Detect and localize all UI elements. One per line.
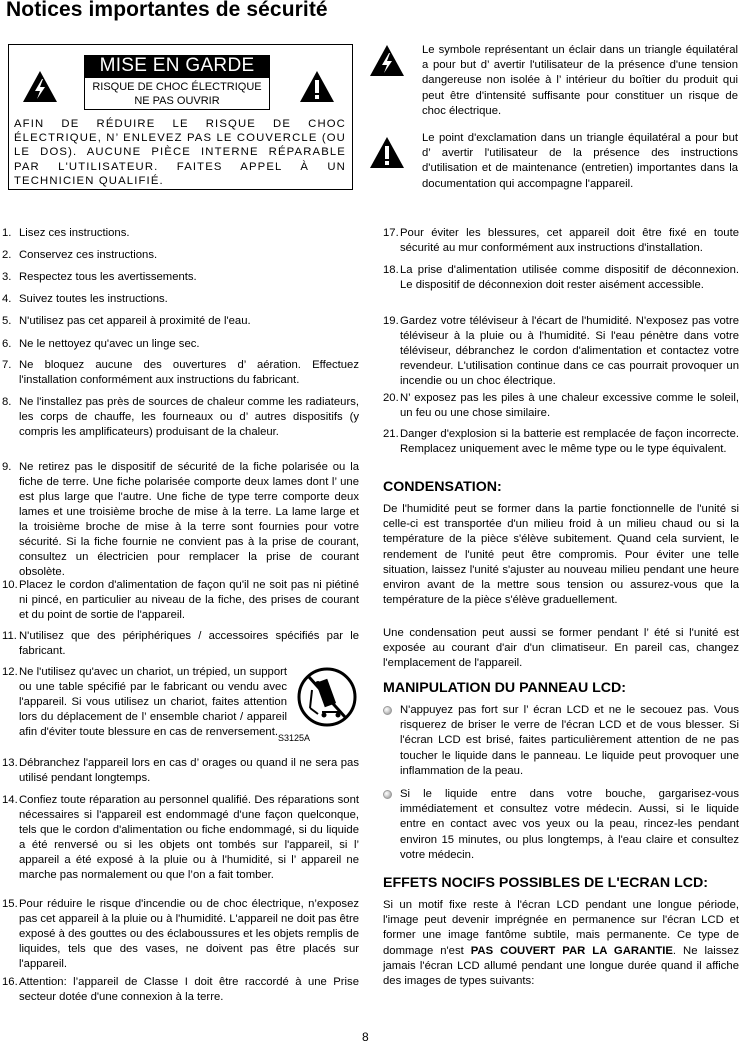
list-item: 16. Attention: l’appareil de Classe I doit être raccordé à une Prise secteur dotée d'une connexion à la terre. bbox=[2, 976, 359, 1003]
lightning-triangle-icon bbox=[22, 70, 58, 103]
warning-subtitle bbox=[84, 77, 270, 110]
list-item: 10. Placez le cordon d'alimentation de façon qu'il ne soit pas ni piétiné ni pincé, en particulier au niveau de la fiche, des prises de courant et du point de sortie de l'appareil. bbox=[2, 579, 359, 621]
condensation-paragraph-1: De l'humidité peut se former dans la partie fonctionnelle de l'unité si celle-ci est transportée d'un milieu froid à un milieu chaud ou si la température de la pièce s'élève subitement. Quand cela survient, le rendement de l'unité peut être compromis. Pour éviter une telle situation, laissez l'unité s'ajuster au nouveau milieu pendant une heure environ avant de la mettre sous tension ou assurez-vous que la température de la pièce s'élève graduellement. bbox=[383, 503, 739, 607]
lcd-effects-paragraph: Si un motif fixe reste à l'écran LCD pendant une longue période, l'image peut devenir imprégnée en permanence sur l'écran LCD et former une image fantôme subtile, mais permanente. Ce type de dommage n'est PAS COUVERT PAR LA GARANTIE. Ne laissez jamais l'écran LCD allumé pendant une longue durée quand il affiche des images de types suivants: bbox=[383, 899, 739, 988]
list-item: 20. N’ exposez pas les piles à une chaleur excessive comme le soleil, un feu ou une chose similaire. bbox=[383, 392, 739, 419]
list-item: 5. N'utilisez pas cet appareil à proximité de l'eau. bbox=[2, 315, 251, 327]
list-item: 7. Ne bloquez aucune des ouvertures d’ aération. Effectuez l'installation conformément aux instructions du fabricant. bbox=[2, 359, 359, 386]
list-item: 12. Ne l'utilisez qu'avec un chariot, un trépied, un support ou une table spécifié par le fabricant ou vendu avec l'appareil. Si vous utilisez un chariot, faites attention lors du déplacement de l’ ensemble chariot / appareil afin d'éviter toute blessure en cas de renversement. bbox=[2, 666, 287, 738]
list-item: 9. Ne retirez pas le dispositif de sécurité de la fiche polarisée ou la fiche de terre. Une fiche polarisée comporte deux lames dont l’ une est plus large que l'autre. Une fiche de type terre comporte deux lames et une troisième broche de mise à la terre. La lame large et la troisième broche de mise à la terre sont fournies pour votre sécurité. Si la fiche fournie ne convient pas à la prise de courant, consultez un électricien pour remplacer la prise de courant obsolète. bbox=[2, 461, 359, 578]
list-item: 4. Suivez toutes les instructions. bbox=[2, 293, 168, 305]
page-number: 8 bbox=[362, 1030, 369, 1044]
lightning-symbol-text: Le symbole représentant un éclair dans un triangle équilatéral a pour but d’ avertir l'utilisateur de la présence d'une tension dangereuse non isolée à l’ intérieur du boîtier du produit qui peut être d'intensité suffisante pour constituer un risque de choc électrique. bbox=[422, 44, 738, 117]
condensation-heading: CONDENSATION: bbox=[383, 479, 502, 495]
lcd-effects-heading: EFFETS NOCIFS POSSIBLES DE L'ECRAN LCD: bbox=[383, 875, 708, 891]
bullet-icon bbox=[383, 790, 392, 799]
list-item: 11. N'utilisez que des périphériques / accessoires spécifiés par le fabricant. bbox=[2, 630, 359, 657]
list-item: 18. La prise d'alimentation utilisée comme dispositif de déconnexion. Le dispositif de déconnexion doit rester aisément accessible. bbox=[383, 264, 739, 291]
list-item: 6. Ne le nettoyez qu'avec un linge sec. bbox=[2, 338, 200, 350]
cart-tip-over-icon bbox=[296, 664, 358, 734]
exclamation-symbol-text: Le point d'exclamation dans un triangle équilatéral a pour but d’ avertir l'utilisateur de la présence des instructions d'utilisation et de maintenance (entretien) importantes dans la documentation qui accompagne l'appareil. bbox=[422, 132, 738, 190]
exclamation-triangle-icon bbox=[299, 70, 335, 103]
warranty-emphasis: PAS COUVERT PAR LA GARANTIE bbox=[470, 944, 673, 957]
list-item: 17. Pour éviter les blessures, cet appareil doit être fixé en toute sécurité au mur conformément aux instructions d'installation. bbox=[383, 227, 739, 254]
page-title: Notices importantes de sécurité bbox=[6, 0, 328, 21]
warning-sub-line1: RISQUE DE CHOC ÉLECTRIQUE bbox=[92, 81, 262, 93]
bullet-icon bbox=[383, 706, 392, 715]
exclamation-triangle-icon bbox=[369, 136, 405, 169]
list-item: 19. Gardez votre téléviseur à l'écart de l'humidité. N'exposez pas votre téléviseur à la pluie ou à l'humidité. Si l'eau pénètre dans votre téléviseur, débranchez le cordon d'alimentation et contactez votre revendeur. L'utilisation continue dans ce cas pourrait provoquer un incendie ou un choc électrique. bbox=[383, 315, 739, 387]
list-item: 3. Respectez tous les avertissements. bbox=[2, 271, 197, 283]
list-item: 21. Danger d'explosion si la batterie est remplacée de façon incorrecte. Remplacez uniquement avec le même type ou le type équivalent. bbox=[383, 428, 739, 455]
list-item: 14. Confiez toute réparation au personnel qualifié. Des réparations sont nécessaires si l'appareil est endommagé d'une façon quelconque, tels que le cordon d'alimentation ou fiche endommagé, si du liquide a été renversé ou si les objets ont tombés sur l'appareil, si l’ appareil a été exposé à la pluie ou à l'humidité, si l’ appareil ne marche pas normalement ou que l’on a fait tomber. bbox=[2, 794, 359, 881]
list-item: 15. Pour réduire le risque d'incendie ou de choc électrique, n’exposez pas cet appareil à la pluie ou à l'humidité. L'appareil ne doit pas être exposé à des gouttes ou des éclaboussures et les objets remplis de liquides, tels que des vases, ne doivent pas être placés sur l'appareil. bbox=[2, 898, 359, 970]
list-item: 8. Ne l'installez pas près de sources de chaleur comme les radiateurs, les corps de chauffe, les fourneaux ou d’ autres dispositifs (y compris les amplificateurs) produisant de la chaleur. bbox=[2, 396, 359, 438]
list-item: 2. Conservez ces instructions. bbox=[2, 249, 158, 261]
cart-symbol-label: S3125A bbox=[278, 733, 311, 743]
list-item: 13. Débranchez l'appareil lors en cas d’ orages ou quand il ne sera pas utilisé pendant longtemps. bbox=[2, 757, 359, 784]
warning-banner: MISE EN GARDE bbox=[84, 55, 270, 77]
lcd-handling-heading: MANIPULATION DU PANNEAU LCD: bbox=[383, 680, 627, 696]
condensation-paragraph-2: Une condensation peut aussi se former pendant l’ été si l'unité est exposée au courant d'air d'un climatiseur. En pareil cas, changez l'emplacement de l'appareil. bbox=[383, 627, 739, 670]
lightning-triangle-icon bbox=[369, 44, 405, 77]
warning-text: AFIN DE RÉDUIRE LE RISQUE DE CHOC ÉLECTRIQUE, N’ ENLEVEZ PAS LE COUVERCLE (OU LE DOS). AUCUNE PIÈCE INTERNE RÉPARABLE PAR L'UTILISATEUR. FAITES APPEL À UN TECHNICIEN QUALIFIÉ. bbox=[14, 118, 346, 187]
warning-sub-line2: NE PAS OUVRIR bbox=[134, 95, 220, 107]
list-item: 1. Lisez ces instructions. bbox=[2, 227, 130, 239]
